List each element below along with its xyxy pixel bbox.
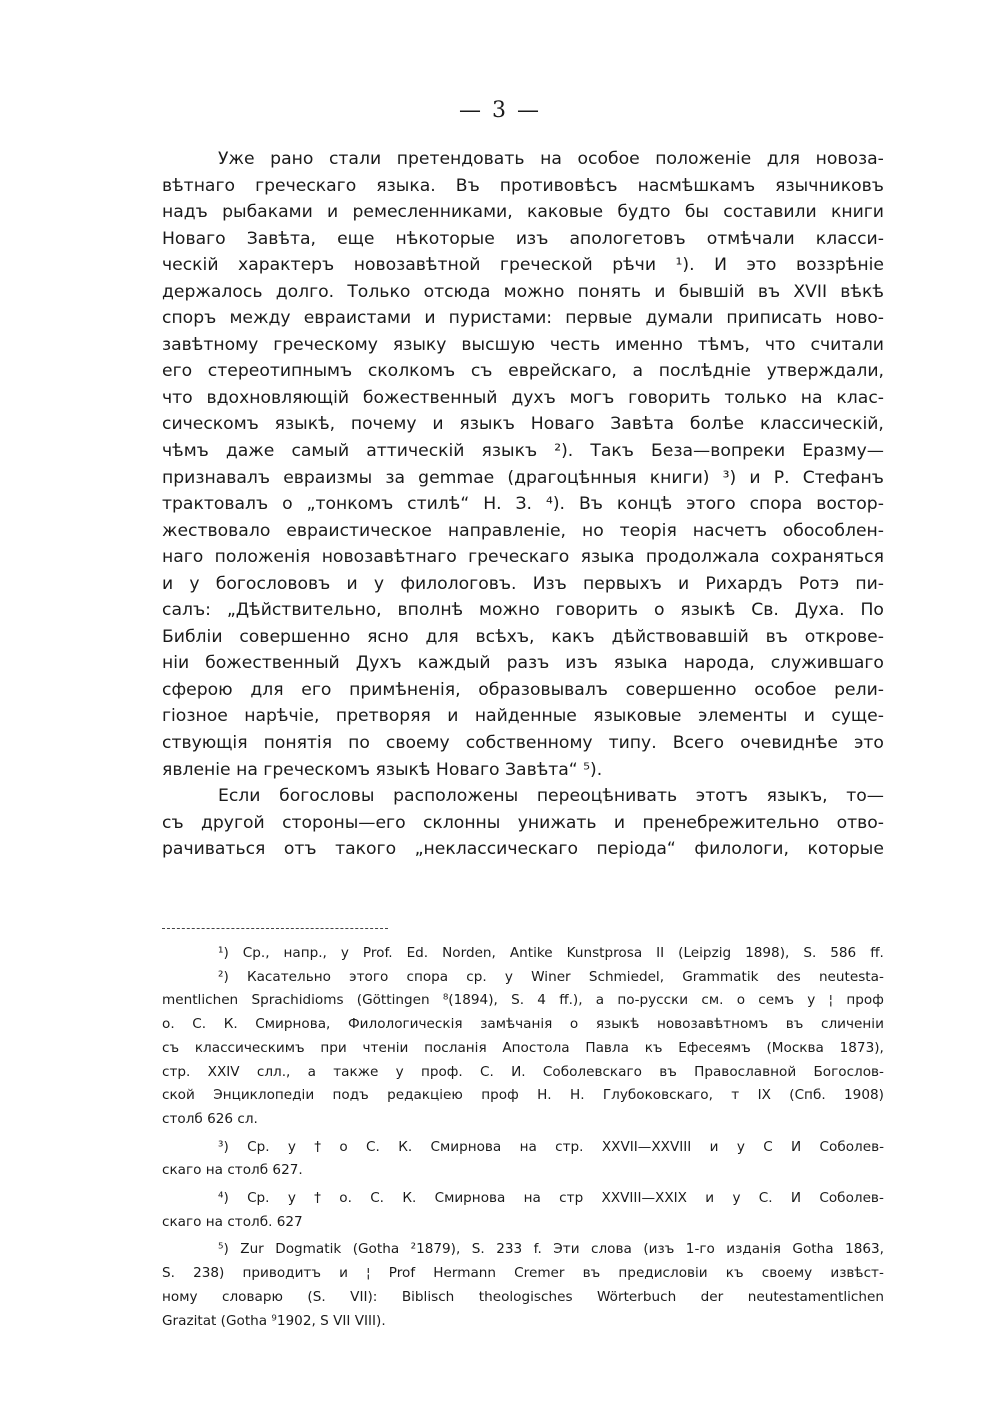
footnote-line: mentlichen Sprachidioms (Göttingen ⁸(1894), S. 4 ff.), а по-русски см. о семъ у ¦ проф xyxy=(162,992,884,1009)
text-line: завѣтному греческому языку высшую честь именно тѣмъ, что считали xyxy=(162,334,884,355)
text-line: его стереотипнымъ сколкомъ съ еврейскаго, а послѣднie утверждали, xyxy=(162,361,884,382)
text-line: жествовало евраистическое направленie, но теорiя насчетъ обособлен- xyxy=(162,520,884,541)
text-line: и у богослововъ и у филологовъ. Изъ первыхъ и Рихардъ Ротэ пи- xyxy=(162,573,884,594)
footnote-line: ному словарю (S. VII): Biblisch theologisches Wörterbuch der neutestamentlichen xyxy=(162,1288,884,1305)
footnotes xyxy=(162,942,884,1333)
footnote-line: ¹) Ср., напр., у Prof. Ed. Norden, Antike Kunstprosa II (Leipzig 1898), S. 586 ff. xyxy=(218,945,884,961)
footnote-line: S. 238) приводитъ и ¦ Prof Hermann Cremer въ предисловiи къ своему извѣст- xyxy=(162,1265,884,1282)
footnote-line: стр. XXIV слл., а также у проф. С. И. Соболевскаго въ Православной Богослов- xyxy=(162,1063,884,1080)
footnote-line: о. С. К. Смирнова, Филологическiя замѣчанiя о языкѣ новозавѣтномъ въ сличенiи xyxy=(162,1016,884,1033)
text-line: съ другой стороны—его склонны унижать и пренебрежительно отво- xyxy=(162,812,884,833)
text-line: Библiи совершенно ясно для всѣхъ, какъ дѣйствовавшiй въ откровe- xyxy=(162,626,884,647)
text-line: гiозное нарѣчie, претворяя и найденные языковые элементы и суще- xyxy=(162,706,884,727)
text-line: нiи божественный Духъ каждый разъ изъ языка народа, служившаго xyxy=(162,653,884,674)
footnote-line: ⁵) Zur Dogmatik (Gotha ²1879), S. 233 f. Эти слова (изъ 1-го изданiя Gotha 1863, xyxy=(218,1241,884,1258)
footnote-line: столб 626 сл. xyxy=(162,1110,258,1127)
text-line: наго положенiя новозавѣтнаго греческаго языка продолжала сохраняться xyxy=(162,547,884,568)
footnote-line: скаго на столб. 627 xyxy=(162,1213,303,1230)
text-line: ствующiя понятiя по своему собственному типу. Всего очевиднѣе это xyxy=(162,733,884,754)
text-line: Уже рано стали претендовать на особое положенie для новоза- xyxy=(218,149,884,169)
page-number: — 3 — xyxy=(459,98,541,123)
text-line: трактовалъ о „тонкомъ стилѣ“ Н. З. ⁴). Въ концѣ этого спора востор- xyxy=(162,494,884,515)
text-line: Новаго Завѣта, еще нѣкоторые изъ апологетовъ отмѣчали класси- xyxy=(162,228,884,249)
text-line: сическомъ языкѣ, почему и языкъ Новаго Завѣта болѣе классическiй, xyxy=(162,414,884,435)
text-line: признавалъ евраизмы за gemmae (драгоцѣнныя книги) ³) и Р. Стефанъ xyxy=(162,467,884,488)
footnote-divider xyxy=(162,928,388,929)
footnote-line: скаго на столб 627. xyxy=(162,1162,303,1179)
text-line: вѣтнаго греческаго языка. Въ противовѣсъ насмѣшкамъ язычниковъ xyxy=(162,175,884,196)
text-line: Если богословы расположены переоцѣнивать этотъ языкъ, то— xyxy=(218,786,884,807)
text-line: что вдохновляющiй божественный духъ могъ говорить только на клас- xyxy=(162,387,884,408)
text-line: явленie на греческомъ языкѣ Новаго Завѣта“ ⁵). xyxy=(162,759,603,780)
text-line: споръ между евраистами и пуристами: первые думали приписать ново- xyxy=(162,308,884,329)
text-line: держалось долго. Только отсюда можно понять и бывшiй въ XVII вѣкѣ xyxy=(162,281,884,302)
footnote-line: ²) Касательно этого спора ср. у Winer Schmiedel, Grammatik des neutesta- xyxy=(218,968,884,985)
footnote-line: ³) Ср. у † о С. К. Смирнова на стр. XXVII—XXVIII и у С И Соболев- xyxy=(218,1138,884,1155)
text-line: сферою для его примѣненiя, образовывалъ совершенно особое рели- xyxy=(162,679,884,700)
footnote-line: съ классическимъ при чтенiи посланiя Апостола Павла къ Ефесеямъ (Москва 1873), xyxy=(162,1039,884,1056)
text-line: салъ: „Дѣйствительно, вполнѣ можно говорить о языкѣ Св. Духа. По xyxy=(162,600,884,621)
main-text xyxy=(162,146,884,863)
text-line: надъ рыбаками и ремесленниками, каковые будто бы составили книги xyxy=(162,202,884,223)
text-line: рачиваться отъ такого „неклассическаго перiода“ филологи, которые xyxy=(162,839,884,860)
text-line: чѣмъ даже самый аттическiй языкъ ²). Такъ Беза—вопреки Еразму— xyxy=(162,441,884,462)
footnote-line: ⁴) Ср. у † о. С. К. Смирнова на стр XXVIII—XXIX и у С. И Соболев- xyxy=(218,1190,884,1207)
footnote-line: Grazitat (Gotha ⁹1902, S VII VIII). xyxy=(162,1312,386,1329)
text-line: ческiй характеръ новозавѣтной греческой рѣчи ¹). И это воззрѣнie xyxy=(162,255,884,276)
footnote-line: ской Энциклопедiи подъ редакцiею проф Н. Н. Глубоковскаго, т IX (Спб. 1908) xyxy=(162,1087,884,1104)
